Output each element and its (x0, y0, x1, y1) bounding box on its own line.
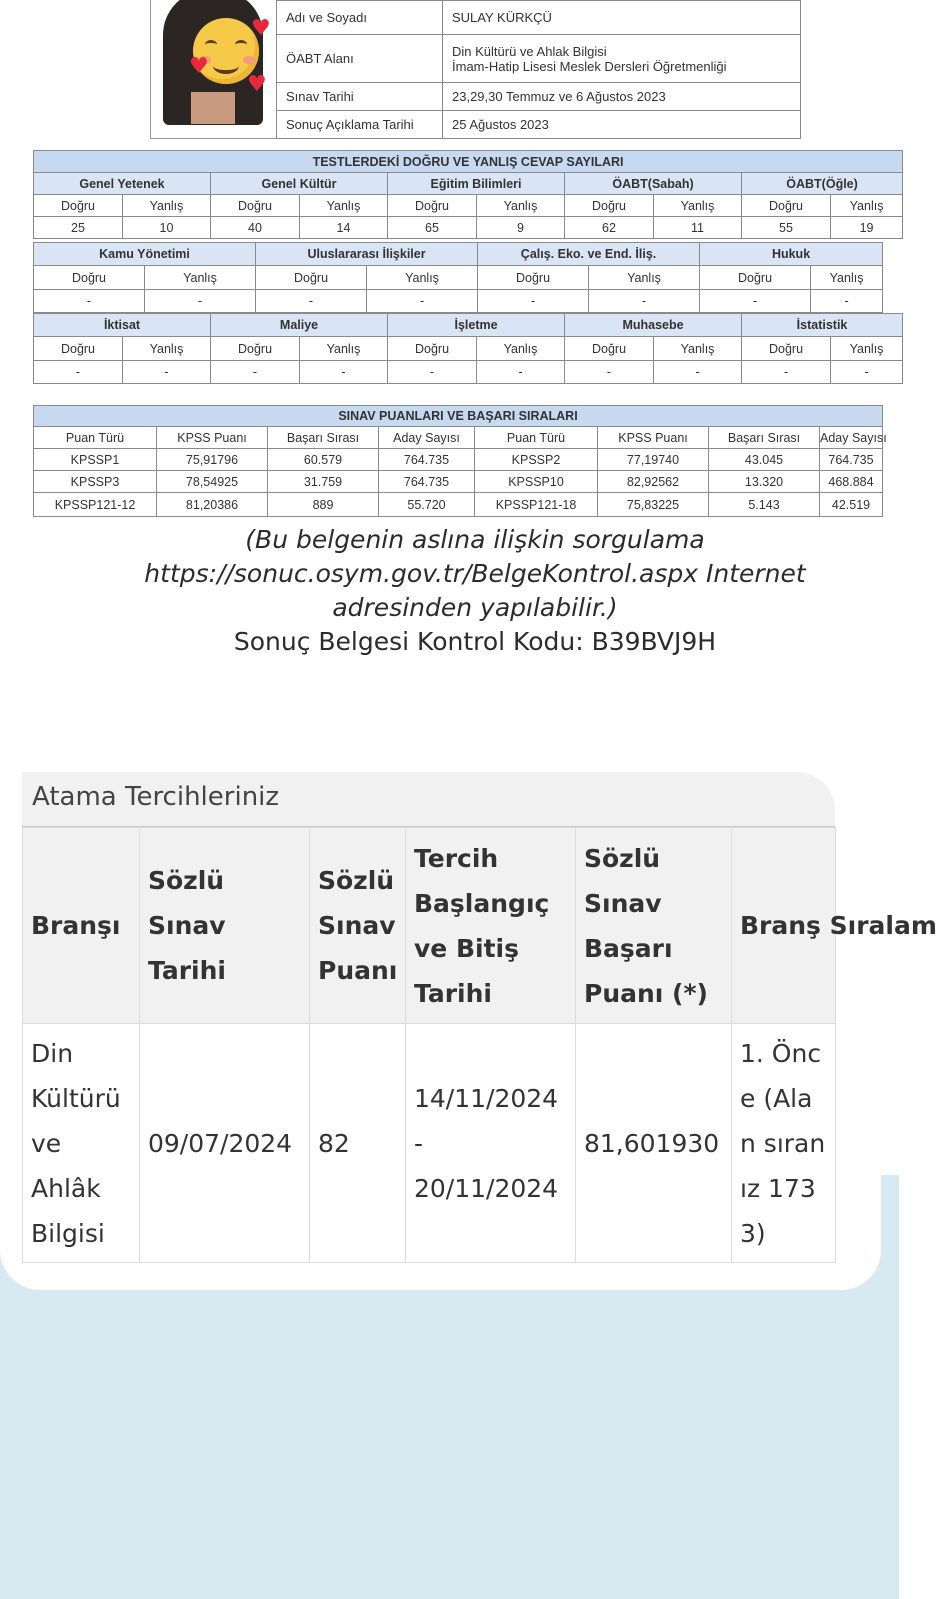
column-header-preference-dates: Tercih Başlangıç ve Bitiş Tarihi (406, 828, 576, 1024)
wrong-label: Yanlış (831, 195, 903, 217)
column-header-oral-date: Sözlü Sınav Tarihi (140, 828, 310, 1024)
wrong-label: Yanlış (300, 195, 388, 217)
wrong-label: Yanlış (589, 266, 700, 290)
answers-group2-values (34, 290, 883, 313)
correct-count: - (34, 361, 123, 384)
column-header-success-score: Sözlü Sınav Başarı Puanı (*) (576, 828, 732, 1024)
table-cell: 81,20386 (157, 493, 268, 517)
branch-rank-cell: 1. Önce (Alan sıranız 1733) (732, 1024, 836, 1263)
verification-note (100, 523, 850, 659)
table-row (34, 493, 883, 517)
candidate-info-table (276, 0, 801, 139)
info-label: Sınav Tarihi (277, 83, 443, 111)
info-row-field (277, 35, 801, 83)
table-cell: 764.735 (379, 449, 475, 471)
wrong-count: - (477, 361, 565, 384)
table-cell: KPSSP3 (34, 471, 157, 493)
test-name: Genel Kültür (211, 173, 388, 195)
wrong-count: - (811, 290, 883, 313)
column-header: Puan Türü (34, 427, 157, 449)
column-header: KPSS Puanı (598, 427, 709, 449)
test-name: Çalış. Eko. ve End. İliş. (478, 243, 700, 266)
wrong-label: Yanlış (654, 337, 742, 361)
correct-label: Doğru (565, 195, 654, 217)
preference-start-date: 14/11/2024 (414, 1083, 559, 1113)
correct-count: - (34, 290, 145, 313)
info-label: Adı ve Soyadı (277, 1, 443, 35)
info-value: 25 Ağustos 2023 (443, 111, 801, 139)
wrong-count: 19 (831, 217, 903, 239)
correct-count: 40 (211, 217, 300, 239)
answers-table-group2 (33, 242, 883, 313)
correct-label: Doğru (478, 266, 589, 290)
answers-group3-header (34, 314, 903, 337)
heart-icon: ♥ (251, 16, 271, 41)
correct-count: - (742, 361, 831, 384)
test-name: Uluslararası İlişkiler (256, 243, 478, 266)
info-row-exam-date (277, 83, 801, 111)
wrong-count: - (300, 361, 388, 384)
info-label: ÖABT Alanı (277, 35, 443, 83)
correct-label: Doğru (34, 337, 123, 361)
test-name: ÖABT(Sabah) (565, 173, 742, 195)
answers-group1-subheader (34, 195, 903, 217)
info-value-line: Din Kültürü ve Ahlak Bilgisi (452, 43, 607, 59)
wrong-count: - (367, 290, 478, 313)
scores-header-row (34, 427, 883, 449)
correct-count: - (700, 290, 811, 313)
control-code: Sonuç Belgesi Kontrol Kodu: B39BVJ9H (233, 627, 717, 656)
emoji-cheek (243, 56, 255, 64)
test-name: Eğitim Bilimleri (388, 173, 565, 195)
answers-group3-subheader (34, 337, 903, 361)
table-cell: 78,54925 (157, 471, 268, 493)
success-score-cell: 81,601930 (576, 1024, 732, 1263)
test-name: İşletme (388, 314, 565, 337)
correct-label: Doğru (742, 195, 831, 217)
correct-label: Doğru (256, 266, 367, 290)
correct-label: Doğru (34, 195, 123, 217)
wrong-label: Yanlış (477, 195, 565, 217)
emoji-eye-icon (205, 40, 217, 49)
correct-label: Doğru (565, 337, 654, 361)
wrong-count: - (145, 290, 256, 313)
info-label: Sonuç Açıklama Tarihi (277, 111, 443, 139)
wrong-count: - (654, 361, 742, 384)
column-header: Aday Sayısı (820, 427, 883, 449)
info-row-name (277, 1, 801, 35)
emoji-eye-icon (235, 40, 247, 49)
correct-label: Doğru (742, 337, 831, 361)
correct-count: - (388, 361, 477, 384)
info-value: SULAY KÜRKÇÜ (443, 1, 801, 35)
table-cell: 60.579 (268, 449, 379, 471)
emoji-mouth (213, 58, 239, 74)
correct-count: - (565, 361, 654, 384)
info-row-result-date (277, 111, 801, 139)
wrong-label: Yanlış (123, 337, 211, 361)
table-cell: 75,91796 (157, 449, 268, 471)
wrong-count: - (589, 290, 700, 313)
column-header-branch-rank: Branş Sıralam (732, 828, 836, 1024)
test-name: Maliye (211, 314, 388, 337)
wrong-count: 11 (654, 217, 742, 239)
answers-group1-values (34, 217, 903, 239)
correct-count: - (478, 290, 589, 313)
column-header: Aday Sayısı (379, 427, 475, 449)
correct-label: Doğru (34, 266, 145, 290)
table-cell: KPSSP121-18 (475, 493, 598, 517)
preference-end-date: 20/11/2024 (414, 1173, 559, 1203)
oral-date-cell: 09/07/2024 (140, 1024, 310, 1263)
table-cell: 55.720 (379, 493, 475, 517)
wrong-count: 9 (477, 217, 565, 239)
wrong-count: - (831, 361, 903, 384)
column-header-brans: Branşı (23, 828, 140, 1024)
table-cell: 764.735 (379, 471, 475, 493)
test-name: İktisat (34, 314, 211, 337)
table-cell: KPSSP10 (475, 471, 598, 493)
wrong-label: Yanlış (300, 337, 388, 361)
branch-cell: Din Kültürü ve Ahlâk Bilgisi (23, 1024, 140, 1263)
wrong-label: Yanlış (145, 266, 256, 290)
test-name: Kamu Yönetimi (34, 243, 256, 266)
answers-title: TESTLERDEKİ DOĞRU VE YANLIŞ CEVAP SAYILARI (34, 151, 903, 173)
correct-label: Doğru (700, 266, 811, 290)
answers-group2-subheader (34, 266, 883, 290)
answers-group1-header (34, 173, 903, 195)
preference-dates-cell (406, 1024, 576, 1263)
table-row (34, 471, 883, 493)
wrong-count: - (123, 361, 211, 384)
oral-score-cell: 82 (310, 1024, 406, 1263)
column-header: Başarı Sırası (709, 427, 820, 449)
test-name: İstatistik (742, 314, 903, 337)
answers-group3-values (34, 361, 903, 384)
heart-icon: ♥ (189, 54, 209, 79)
table-cell: 82,92562 (598, 471, 709, 493)
table-cell: 77,19740 (598, 449, 709, 471)
wrong-count: 10 (123, 217, 211, 239)
answers-table (33, 150, 903, 239)
correct-label: Doğru (211, 195, 300, 217)
correct-count: 65 (388, 217, 477, 239)
wrong-label: Yanlış (654, 195, 742, 217)
correct-count: 55 (742, 217, 831, 239)
correct-count: - (211, 361, 300, 384)
table-cell: 5.143 (709, 493, 820, 517)
correct-count: 25 (34, 217, 123, 239)
wrong-label: Yanlış (811, 266, 883, 290)
verification-line: adresinden yapılabilir.) (332, 593, 618, 622)
table-cell: 75,83225 (598, 493, 709, 517)
test-name: ÖABT(Öğle) (742, 173, 903, 195)
correct-label: Doğru (211, 337, 300, 361)
heart-icon: ♥ (247, 72, 267, 97)
info-value: 23,29,30 Temmuz ve 6 Ağustos 2023 (443, 83, 801, 111)
scores-table (33, 405, 887, 517)
wrong-label: Yanlış (123, 195, 211, 217)
verification-url-line[interactable]: https://sonuc.osym.gov.tr/BelgeKontrol.aspx Internet (144, 559, 806, 588)
correct-label: Doğru (388, 337, 477, 361)
scores-title: SINAV PUANLARI VE BAŞARI SIRALARI (34, 406, 883, 427)
table-cell: 764.735 (820, 449, 883, 471)
column-header: Başarı Sırası (268, 427, 379, 449)
correct-count: - (256, 290, 367, 313)
table-cell: 31.759 (268, 471, 379, 493)
photo-neck (191, 92, 235, 124)
wrong-label: Yanlış (367, 266, 478, 290)
column-header-oral-score: Sözlü Sınav Puanı (310, 828, 406, 1024)
answers-table-group3 (33, 313, 903, 384)
atama-header-row (23, 828, 836, 1024)
wrong-count: 14 (300, 217, 388, 239)
table-row (23, 1024, 836, 1263)
table-cell: 43.045 (709, 449, 820, 471)
info-value (443, 35, 801, 83)
preference-date-separator: - (414, 1128, 424, 1158)
atama-table (22, 827, 937, 1263)
table-cell: 468.884 (820, 471, 883, 493)
answers-group2-header (34, 243, 883, 266)
table-cell: 42.519 (820, 493, 883, 517)
table-cell: KPSSP1 (34, 449, 157, 471)
table-cell: 13.320 (709, 471, 820, 493)
verification-line: (Bu belgenin aslına ilişkin sorgulama (245, 525, 705, 554)
table-cell: KPSSP2 (475, 449, 598, 471)
candidate-photo (150, 0, 277, 139)
info-value-line: İmam-Hatip Lisesi Meslek Dersleri Öğretmenliği (452, 58, 727, 74)
atama-card-title: Atama Tercihleriniz (32, 782, 280, 812)
correct-label: Doğru (388, 195, 477, 217)
table-cell: 889 (268, 493, 379, 517)
table-row (34, 449, 883, 471)
atama-card-header (22, 772, 835, 827)
wrong-label: Yanlış (477, 337, 565, 361)
test-name: Genel Yetenek (34, 173, 211, 195)
column-header: Puan Türü (475, 427, 598, 449)
wrong-label: Yanlış (831, 337, 903, 361)
correct-count: 62 (565, 217, 654, 239)
test-name: Hukuk (700, 243, 883, 266)
test-name: Muhasebe (565, 314, 742, 337)
column-header: KPSS Puanı (157, 427, 268, 449)
table-cell: KPSSP121-12 (34, 493, 157, 517)
